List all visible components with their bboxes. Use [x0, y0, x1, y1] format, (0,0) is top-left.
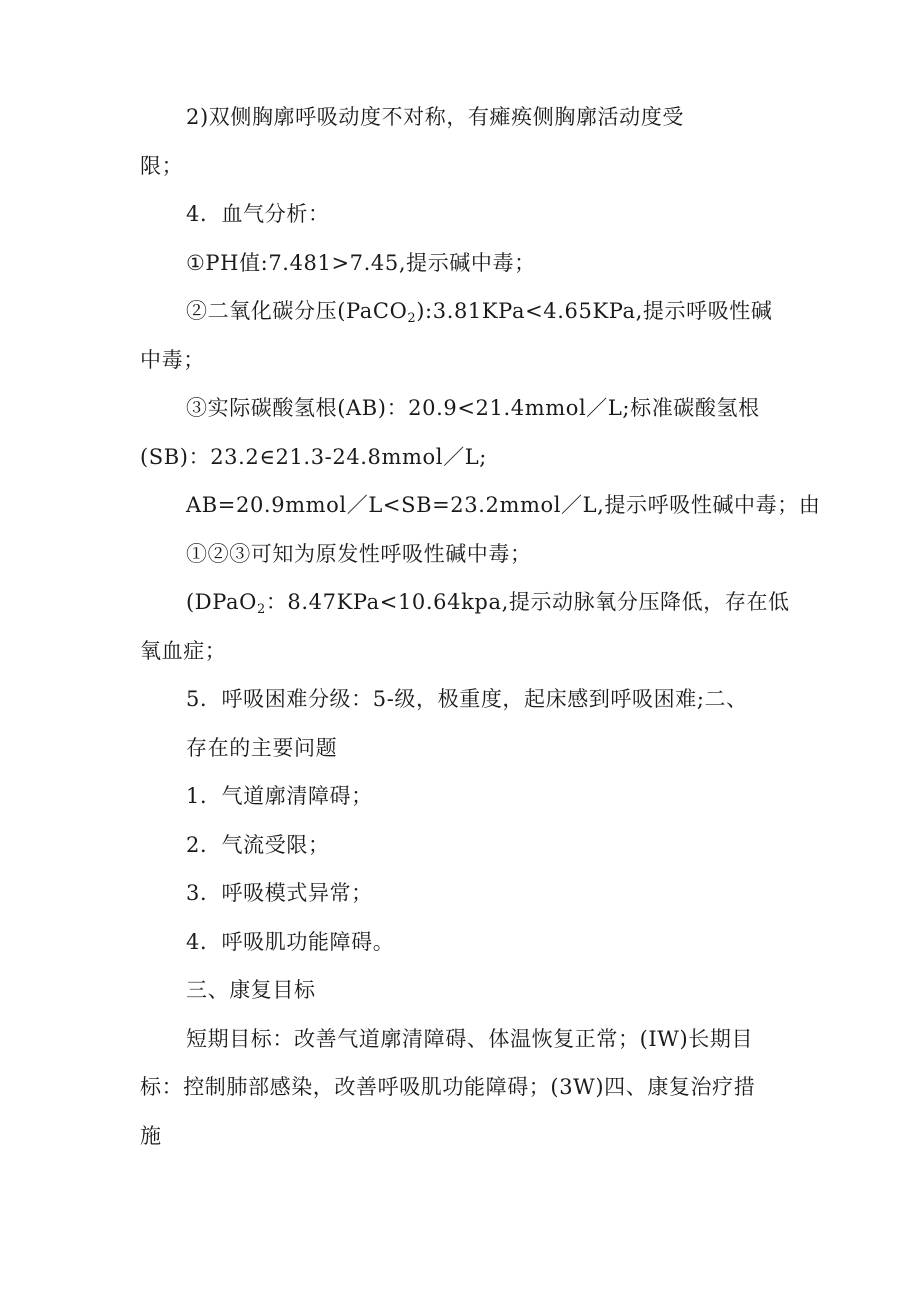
text-line: ③实际碳酸氢根(AB)：20.9<21.4mmol／L;标准碳酸氢根 — [186, 396, 760, 420]
text-segment: (DPaO — [186, 590, 257, 614]
text-line: 限； — [140, 153, 184, 178]
text-line: 中毒； — [140, 347, 205, 372]
text-line: ①PH值:7.481>7.45,提示碱中毒； — [186, 250, 536, 275]
text-line: 3．呼吸模式异常； — [186, 881, 373, 905]
text-line: 2．气流受限； — [186, 832, 330, 857]
subscript: 2 — [407, 311, 417, 326]
document-body — [140, 93, 821, 1160]
text-line: AB=20.9mmol／L<SB=23.2mmol／L,提示呼吸性碱中毒；由 — [186, 493, 821, 517]
text-line — [140, 578, 800, 627]
text-line — [140, 287, 800, 336]
text-line: ①②③可知为原发性呼吸性碱中毒； — [186, 541, 532, 566]
text-line: 氧血症； — [140, 638, 227, 663]
text-line: 标：控制肺部感染，改善呼吸肌功能障碍；(3W)四、康复治疗措 — [140, 1075, 756, 1099]
text-segment: ②二氧化碳分压(PaCO — [186, 299, 408, 323]
text-line: 4．血气分析： — [186, 202, 330, 226]
subscript: 2 — [256, 602, 266, 617]
text-line: (SB)：23.2∈21.3-24.8mmol／L; — [140, 444, 487, 469]
text-line: 存在的主要问题 — [186, 735, 338, 760]
text-line: 1．气道廓清障碍； — [186, 784, 373, 808]
text-segment: ：8.47KPa<10.64kpa,提示动脉氧分压降低，存在低 — [265, 590, 790, 614]
text-line: 4．呼吸肌功能障碍。 — [186, 929, 395, 954]
text-line: 短期目标：改善气道廓清障碍、体温恢复正常；(IW)长期目 — [186, 1026, 754, 1051]
text-line: 5．呼吸困难分级：5-级，极重度，起床感到呼吸困难;二、 — [186, 687, 748, 711]
text-segment: ):3.81KPa<4.65KPa,提示呼吸性碱 — [416, 299, 773, 323]
text-line: 三、康复目标 — [186, 978, 316, 1002]
text-line: 2)双侧胸廓呼吸动度不对称，有瘫痪侧胸廓活动度受 — [186, 105, 684, 129]
text-line: 施 — [140, 1123, 162, 1148]
